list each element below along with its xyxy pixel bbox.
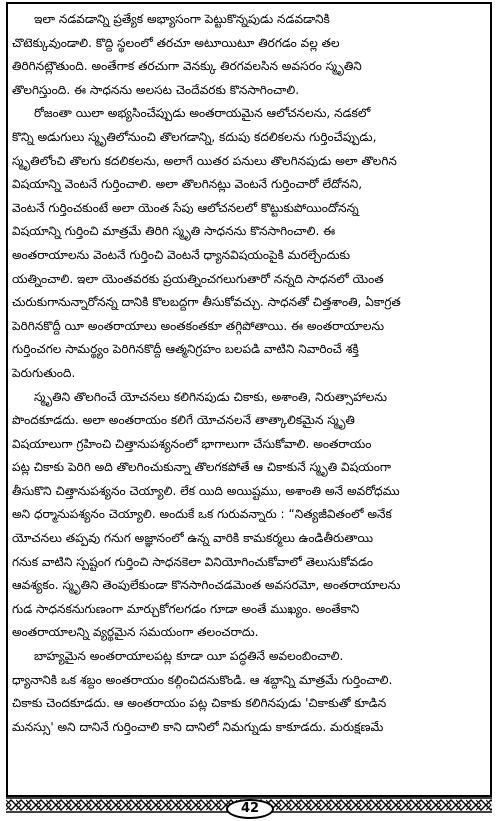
text-line: పట్ల చికాకు పెరిగి అది తొలగించుకున్నా తొలగకపోతే ఆ చికాకునే స్మృతి విషయంగా xyxy=(12,460,392,475)
paragraph xyxy=(12,645,486,739)
text-line: విషయాలుగా గ్రహించి చిత్తానుపశ్యనంలో భాగాలుగా చేసుకోవాలి. అంతరాయం xyxy=(12,436,372,451)
text-line: తొలగిస్తుంది. ఈ సాధనను అలసట చెందేవరకు కొనసాగించాలి. xyxy=(12,82,300,97)
text-line: యోచనలు తప్పవు గనుగ అజ్ఞానంలో ఉన్న వారికి కామకర్మలు ఉండితీరుతాయి xyxy=(12,531,374,546)
text-line: చురుకుగానున్నారోనన్న దానికి కొలబద్దగా తీసుకోవచ్చు. సాధనతో చిత్తశాంతి, ఏకాగ్రత xyxy=(12,295,401,310)
text-line: గనుక వాటిని స్పష్టంగ గుర్తించి సాధనకెలా వినియోగించుకోవాలో తెలుసుకోవడం xyxy=(12,554,373,569)
page-number: 42 xyxy=(226,799,274,819)
text-line: స్మృతిని తొలగించే యోచనలు కలిగినపుడు చికాకు, అశాంతి, నిరుత్సాహాలను xyxy=(34,389,388,404)
text-line: అంతరాయాలను వెంటనే గుర్తించి వెంటనే ధ్యానవిషయంపైకి మరల్చేందుకు xyxy=(12,247,351,262)
text-line: ఇలా నడవడాన్ని ప్రత్యేక అభ్యాసంగా పెట్టుకొన్నపుడు నడవడానికి xyxy=(34,12,330,26)
paragraph xyxy=(12,102,486,385)
paragraph xyxy=(12,386,486,646)
text-line: తిరిగినట్లౌతుంది. అంతేగాక తరచుగా వెనక్కు తిరగవలసిన అవసరం స్మృతిని xyxy=(12,59,362,74)
text-line: చొటెక్కువుండాలి. కొద్ది స్థలంలో తరచూ అటూయిటూ తిరగడం వల్ల తల xyxy=(12,35,340,50)
text-line: కొన్ని అడుగులు స్మృతిలోనుంచి తొలగడాన్ని, కదుపు కదలికలను గుర్తించేప్పుడు, xyxy=(12,129,377,144)
text-line: అంతరాయాలన్ని వ్యర్థమైన సమయంగా తలంచరాదు. xyxy=(12,625,259,640)
text-line: ధ్యానానికి ఒక శబ్దం అంతరాయం కల్గించిదనుకొండి. ఆ శబ్దాన్ని మాత్రమే గుర్తించాలి. xyxy=(12,672,393,687)
page-content xyxy=(12,8,486,791)
text-line: మనస్సు' అని దానినే గుర్తించాలి కాని దానిలో నిమగ్నుడు కాకూడదు. మరుక్షణమే xyxy=(12,719,384,734)
text-line: బాహ్యమైన అంతరాయాలపట్ల కూడా యీ పద్ధతినే అవలంబించాలి. xyxy=(34,649,344,664)
text-line: విషయాన్ని గుర్తించి మాత్రమే తిరిగి స్మృతి సాధనను కొనసాగించాలి. ఈ xyxy=(12,224,336,239)
text-line: గుడ సాధనకనుగుణంగా మార్చుకోగలగడం గూడా అంతే ముఖ్యం. అంతేకాని xyxy=(12,601,360,616)
text-line: గుర్తించగల సామర్థ్యం పెరిగినకొద్దీ ఆత్మనిగ్రహం బలపడి వాటిని నివారించే శక్తి xyxy=(12,342,359,357)
text-line: స్మృతిలోంచి తొలగు కదలికలను, అలాగే యితర పనులు తొలగినపుడు అలా తొలగిన xyxy=(12,153,397,168)
text-line: పెరిగినకొద్దీ యీ అంతరాయాలు అంతకంతకూ తగ్గిపోతాయి. ఈ అంతరాయాలను xyxy=(12,318,385,333)
text-line: అని ధర్మానుపశ్యనం చెయ్యాలి. అందుకే ఒక గురువన్నారు : “నిత్యజీవితంలో అనేక xyxy=(12,507,392,522)
text-line: చికాకు చెందకూడదు. ఆ అంతరాయం పట్ల చికాకు కలిగినపుడు 'చికాకుతో కూడిన xyxy=(12,696,387,711)
text-line: రోజంతా యిలా అభ్యసించేప్పుడు అంతరాయమైన ఆలోచనలను, నడకలో xyxy=(34,106,371,121)
text-line: పొందకూడదు. అలా అంతరాయం కలిగే యోచనలనే తాత్కాలికమైన స్మృతి xyxy=(12,413,355,428)
text-line: ఆవశ్యకం. స్మృతిని తెంపులేకుండా కొనసాగించడమెంత అవసరమో, అంతరాయాలను xyxy=(12,578,401,593)
text-line: తీసుకొని చిత్తానుపశ్యనం చెయ్యాలి. లేక యిది అయిష్టము, అశాంతి అనే అవరోధము xyxy=(12,483,400,498)
text-line: వెంటనే గుర్తించకుంటే అలా యెంత సేపు ఆలోచనలలో కొట్టుకుపోయిందోనన్న xyxy=(12,200,359,215)
text-line: యత్నించాలి. ఇలా యెంతవరకు ప్రయత్నించగలుగుతారో నన్నది సాధనలో యెంత xyxy=(12,271,384,286)
text-line: పెరుగుతుంది. xyxy=(12,365,76,380)
paragraph xyxy=(12,8,486,102)
text-line: విషయాన్ని వెంటనే గుర్తించాలి. అలా తొలగినట్లు వెంటనే గుర్తించారో లేదోనని, xyxy=(12,177,363,192)
